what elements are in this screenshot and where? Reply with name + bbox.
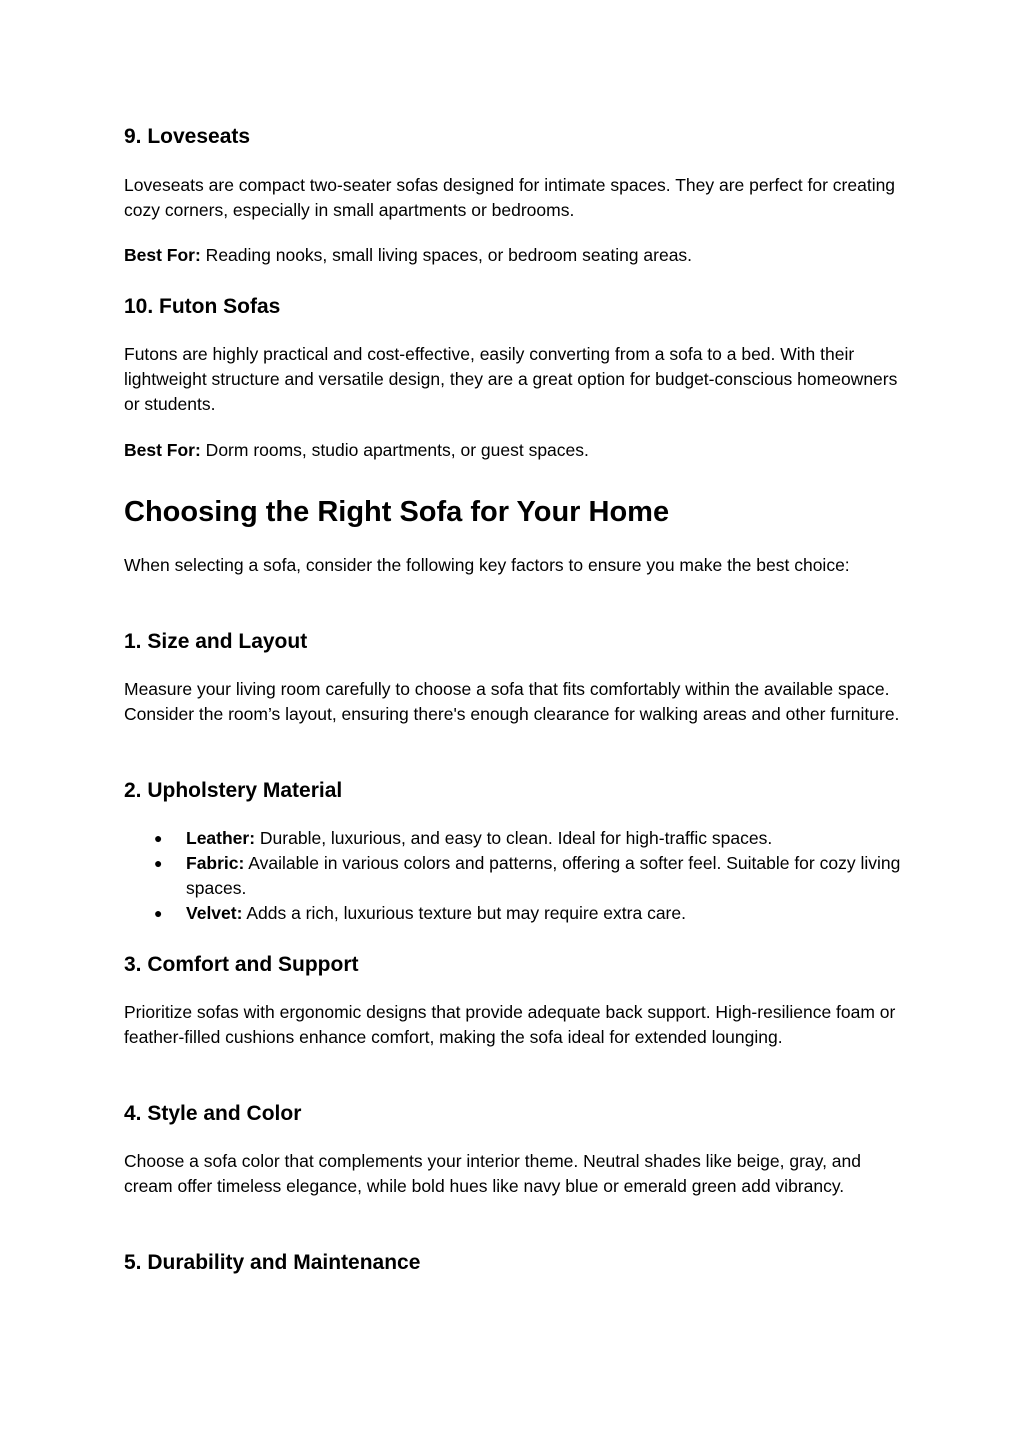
paragraph-comfort: Prioritize sofas with ergonomic designs that provide adequate back support. High-resilience foam or feather-filled cushions enhance comfort, making the sofa ideal for extended lounging.	[124, 1002, 896, 1047]
heading-upholstery: 2. Upholstery Material	[124, 779, 343, 802]
heading-choosing: Choosing the Right Sofa for Your Home	[124, 496, 670, 528]
list-item	[124, 851, 904, 901]
upholstery-list	[124, 826, 904, 926]
list-item	[124, 901, 904, 926]
best-for-text: Reading nooks, small living spaces, or bedroom seating areas.	[200, 245, 693, 265]
heading-durability: 5. Durability and Maintenance	[124, 1251, 421, 1274]
heading-comfort: 3. Comfort and Support	[124, 953, 359, 976]
paragraph-futon: Futons are highly practical and cost-effective, easily converting from a sofa to a bed. With their lightweight structure and versatile design, they are a great option for budget-conscious homeowners or students.	[124, 344, 898, 414]
list-item-text: Available in various colors and patterns, offering a softer feel. Suitable for cozy living spaces.	[186, 853, 901, 898]
list-item-text: Adds a rich, luxurious texture but may require extra care.	[242, 903, 686, 923]
best-for-label: Best For:	[124, 440, 201, 460]
list-item	[124, 826, 904, 851]
list-item-label: Velvet:	[186, 903, 243, 923]
best-for-loveseats	[124, 243, 904, 268]
best-for-text: Dorm rooms, studio apartments, or guest spaces.	[200, 440, 589, 460]
list-item-text: Durable, luxurious, and easy to clean. Ideal for high-traffic spaces.	[255, 828, 773, 848]
paragraph-size-layout: Measure your living room carefully to choose a sofa that fits comfortably within the available space. Consider the room’s layout, ensuring there's enough clearance for walking areas and other furniture.	[124, 679, 900, 724]
heading-size-layout: 1. Size and Layout	[124, 630, 308, 653]
heading-futon: 10. Futon Sofas	[124, 295, 281, 318]
best-for-label: Best For:	[124, 245, 201, 265]
bullet-icon: ●	[154, 905, 163, 921]
paragraph-loveseats: Loveseats are compact two-seater sofas designed for intimate spaces. They are perfect for creating cozy corners, especially in small apartments or bedrooms.	[124, 175, 896, 220]
bullet-icon: ●	[154, 855, 163, 871]
heading-style-color: 4. Style and Color	[124, 1102, 302, 1125]
paragraph-style-color: Choose a sofa color that complements your interior theme. Neutral shades like beige, gray, and cream offer timeless elegance, while bold hues like navy blue or emerald green add vibrancy.	[124, 1151, 862, 1196]
heading-loveseats: 9. Loveseats	[124, 125, 251, 148]
list-item-label: Fabric:	[186, 853, 245, 873]
bullet-icon: ●	[154, 830, 163, 846]
paragraph-choosing-intro: When selecting a sofa, consider the following key factors to ensure you make the best choice:	[124, 555, 850, 575]
list-item-label: Leather:	[186, 828, 256, 848]
best-for-futon	[124, 438, 904, 463]
